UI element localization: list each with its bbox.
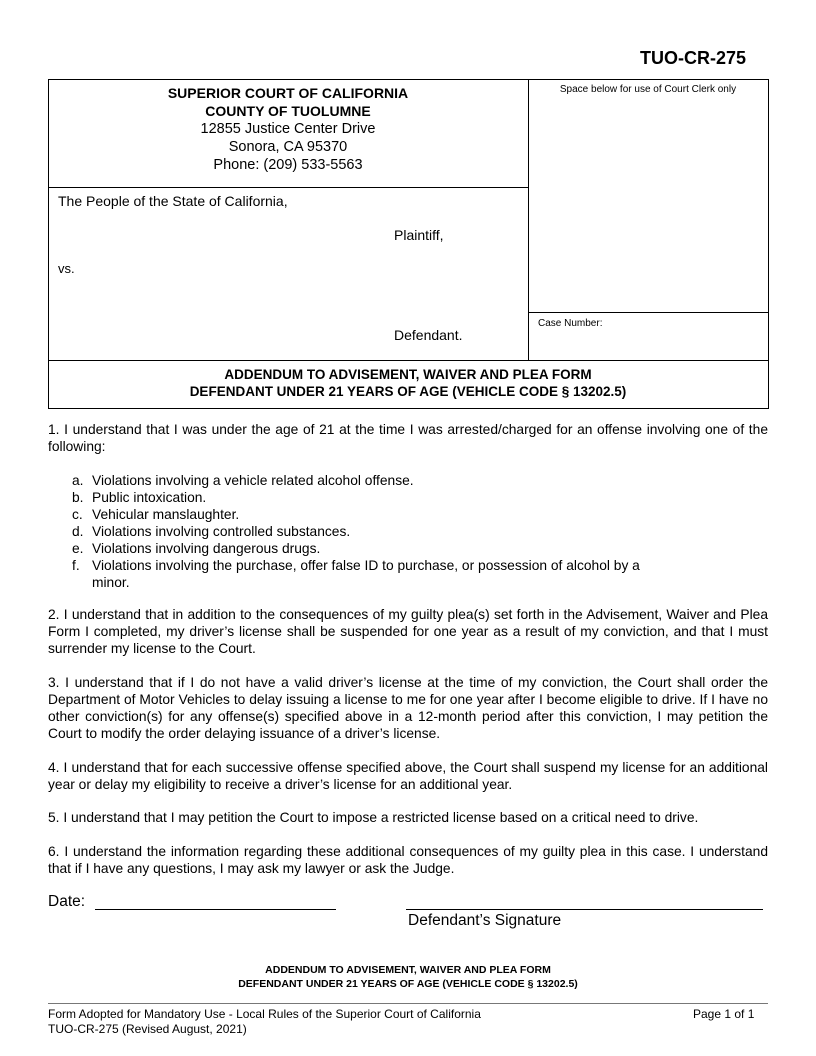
title-top-border	[48, 360, 769, 361]
signature-label: Defendant’s Signature	[408, 912, 562, 929]
case-number-label: Case Number:	[538, 318, 603, 329]
plaintiff-name: The People of the State of California,	[58, 193, 288, 209]
footer-page-number: Page 1 of 1	[693, 1007, 755, 1021]
title-bottom-border	[48, 408, 769, 409]
paragraph-2: 2. I understand that in addition to the consequences of my guilty plea(s) set forth in the Advisement, Waiver and Plea Form I completed, my driver’s license shall be suspended for one year as a result of my conviction, and that I must surrender my license to the Court.	[48, 607, 768, 656]
list-item-continuation: minor.	[92, 575, 130, 590]
form-number: TUO-CR-275	[640, 48, 747, 68]
list-item	[72, 472, 692, 489]
list-item	[72, 540, 692, 557]
footer-title	[48, 963, 768, 991]
court-address: 12855 Justice Center Drive	[200, 121, 376, 137]
list-item-label: a.	[72, 473, 84, 488]
footer-divider	[48, 1003, 768, 1004]
list-item-label: f.	[72, 558, 80, 573]
form-title-line1: ADDENDUM TO ADVISEMENT, WAIVER AND PLEA FORM	[224, 367, 592, 382]
list-item	[72, 523, 692, 540]
paragraph-3: 3. I understand that if I do not have a valid driver’s license at the time of my conviction, the Court shall order the Department of Motor Vehicles to delay issuing a license to me for one year after I become eligible to drive. If I have no other conviction(s) for any offense(s) specified above in a 12-month period after this conviction, I may petition the Court to modify the order delaying issuance of a driver’s license.	[48, 675, 768, 741]
court-header-divider	[48, 187, 528, 188]
form-title	[48, 366, 768, 400]
paragraph-5: 5. I understand that I may petition the Court to impose a restricted license based on a critical need to drive.	[48, 810, 699, 825]
footer-title-line2: DEFENDANT UNDER 21 YEARS OF AGE (VEHICLE CODE § 13202.5)	[238, 978, 578, 990]
list-item-label: d.	[72, 524, 84, 539]
date-label: Date:	[48, 893, 86, 910]
defendant-label: Defendant.	[394, 327, 463, 343]
list-item-text: Violations involving a vehicle related alcohol offense.	[92, 473, 414, 488]
date-line[interactable]	[95, 909, 336, 910]
list-item-label: e.	[72, 541, 84, 556]
list-item-text: Violations involving controlled substances.	[92, 524, 351, 539]
list-item-text: Violations involving dangerous drugs.	[92, 541, 321, 556]
form-title-line2: DEFENDANT UNDER 21 YEARS OF AGE (VEHICLE CODE § 13202.5)	[189, 384, 627, 399]
versus-label: vs.	[58, 261, 75, 276]
paragraph-6: 6. I understand the information regarding these additional consequences of my guilty plea in this case. I understand that if I have any questions, I may ask my lawyer or ask the Judge.	[48, 844, 768, 876]
court-name-line2: COUNTY OF TUOLUMNE	[205, 103, 371, 119]
footer-title-line1: ADDENDUM TO ADVISEMENT, WAIVER AND PLEA FORM	[265, 964, 551, 976]
plaintiff-label: Plaintiff,	[394, 227, 444, 243]
list-item-label: c.	[72, 507, 83, 522]
list-item	[72, 489, 692, 506]
box-divider-vertical	[528, 79, 529, 360]
case-number-divider	[528, 312, 769, 313]
court-header	[48, 84, 528, 174]
paragraph-1: 1. I understand that I was under the age of 21 at the time I was arrested/charged for an offense involving one of the following:	[48, 422, 768, 454]
list-item-text: Public intoxication.	[92, 490, 207, 505]
paragraph-4: 4. I understand that for each successive offense specified above, the Court shall suspend my license for an additional year or delay my eligibility to receive a driver’s license for an additional year.	[48, 760, 768, 792]
list-item-label: b.	[72, 490, 84, 505]
footer-revised: TUO-CR-275 (Revised August, 2021)	[48, 1022, 247, 1036]
signature-line[interactable]	[406, 909, 763, 910]
court-city: Sonora, CA 95370	[228, 139, 348, 155]
list-item	[72, 506, 692, 523]
list-item-text: Vehicular manslaughter.	[92, 507, 240, 522]
clerk-box-label: Space below for use of Court Clerk only	[559, 84, 737, 95]
court-name-line1: SUPERIOR COURT OF CALIFORNIA	[167, 85, 409, 101]
footer-adopted: Form Adopted for Mandatory Use - Local Rules of the Superior Court of California	[48, 1007, 481, 1021]
court-phone: Phone: (209) 533-5563	[213, 157, 363, 173]
footer-info	[48, 1007, 481, 1037]
box-top-border	[48, 79, 769, 80]
list-item	[72, 557, 692, 591]
list-item-text: Violations involving the purchase, offer false ID to purchase, or possession of alcohol by a	[92, 558, 640, 573]
